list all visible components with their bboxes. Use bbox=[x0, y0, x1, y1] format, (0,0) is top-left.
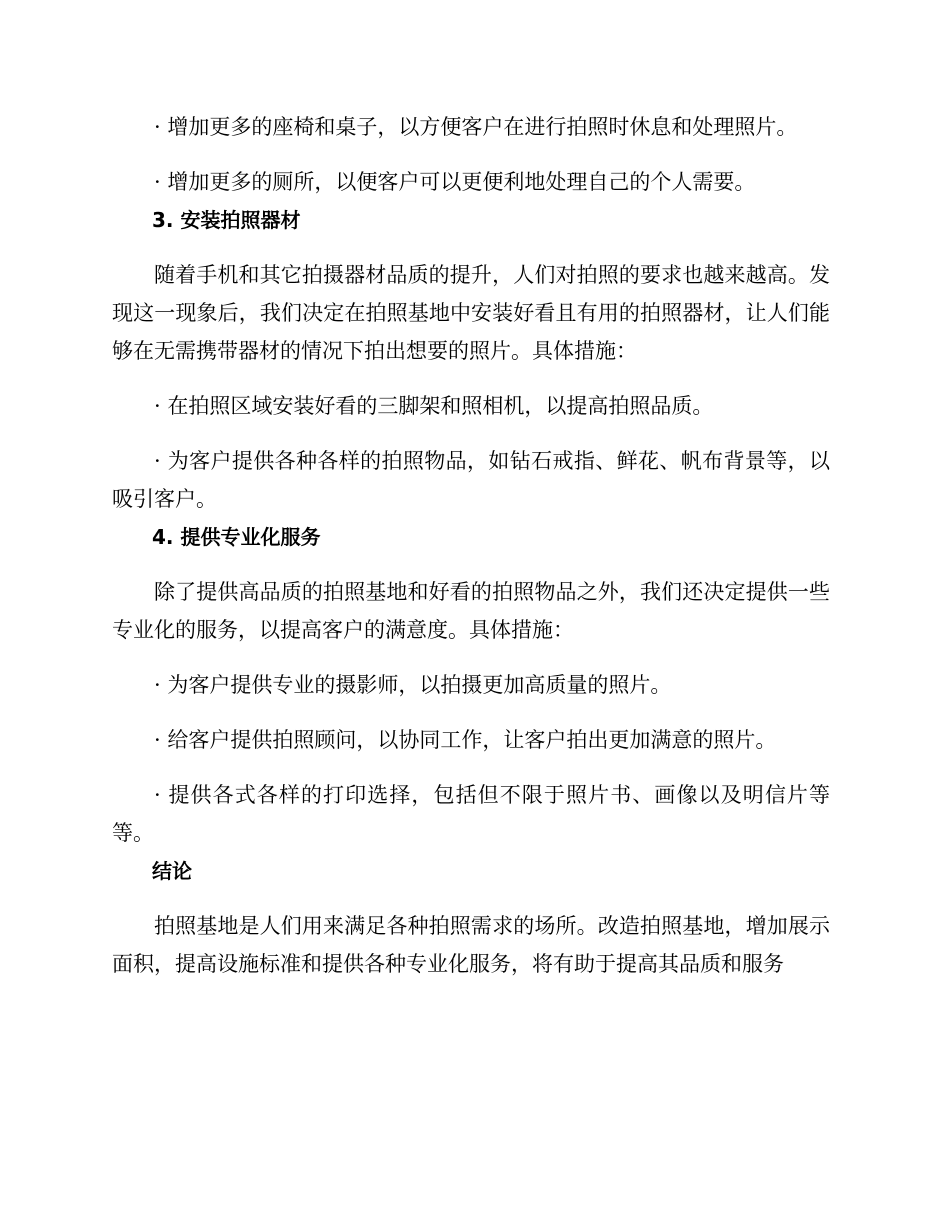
bullet-props: · 为客户提供各种各样的拍照物品，如钻石戒指、鲜花、帆布背景等，以吸引客户。 bbox=[112, 449, 830, 511]
bullet-add-seats-tables: · 增加更多的座椅和桌子，以方便客户在进行拍照时休息和处理照片。 bbox=[154, 115, 798, 139]
section-heading-conclusion: 结论 bbox=[152, 859, 192, 883]
paragraph-services: 除了提供高品质的拍照基地和好看的拍照物品之外，我们还决定提供一些专业化的服务，以提高客户的满意度。具体措施： bbox=[112, 580, 830, 642]
section-heading-services: 4. 提供专业化服务 bbox=[152, 525, 321, 549]
bullet-add-restrooms: · 增加更多的厕所，以便客户可以更便利地处理自己的个人需要。 bbox=[154, 170, 756, 194]
bullet-consultants: · 给客户提供拍照顾问，以协同工作，让客户拍出更加满意的照片。 bbox=[154, 728, 777, 752]
paragraph-conclusion: 拍照基地是人们用来满足各种拍照需求的场所。改造拍照基地，增加展示面积，提高设施标准和提供各种专业化服务，将有助于提高其品质和服务 bbox=[112, 914, 830, 976]
section-heading-equipment: 3. 安装拍照器材 bbox=[152, 208, 301, 232]
bullet-photographers: · 为客户提供专业的摄影师，以拍摄更加高质量的照片。 bbox=[154, 673, 672, 697]
paragraph-equipment: 随着手机和其它拍摄器材品质的提升，人们对拍照的要求也越来越高。发现这一现象后，我们决定在拍照基地中安装好看且有用的拍照器材，让人们能够在无需携带器材的情况下拍出想要的照片。具体措施： bbox=[112, 263, 830, 363]
bullet-tripods-cameras: · 在拍照区域安装好看的三脚架和照相机，以提高拍照品质。 bbox=[154, 394, 714, 418]
bullet-printing: · 提供各式各样的打印选择，包括但不限于照片书、画像以及明信片等等。 bbox=[112, 783, 830, 845]
document-body bbox=[112, 108, 830, 983]
